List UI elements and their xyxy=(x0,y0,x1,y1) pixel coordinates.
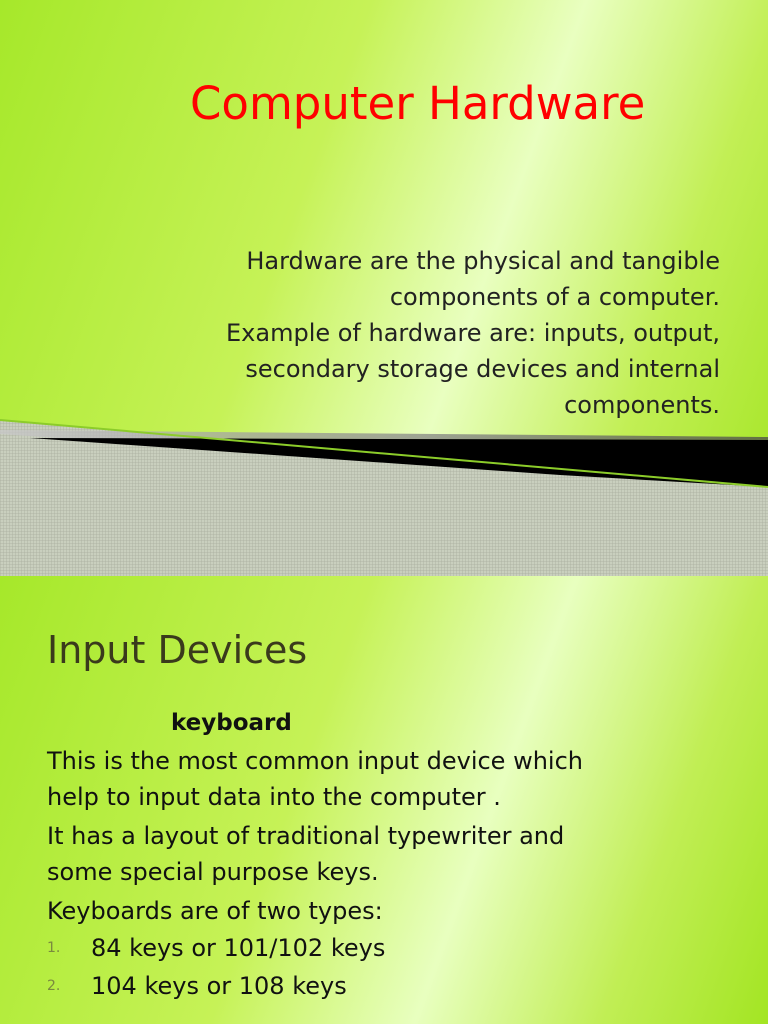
body-line: secondary storage devices and internal xyxy=(245,355,720,383)
body-paragraph xyxy=(47,818,747,890)
body-line: components of a computer. xyxy=(389,283,720,311)
list-item-text: 84 keys or 101/102 keys xyxy=(91,934,386,962)
body-line: Keyboards are of two types: xyxy=(47,897,383,925)
list-item xyxy=(47,929,747,967)
keyboard-types-list xyxy=(47,929,747,1005)
slide-title: Computer Hardware xyxy=(190,77,646,130)
body-paragraph xyxy=(47,743,747,815)
list-number: 1. xyxy=(47,940,61,956)
body-paragraph xyxy=(120,315,720,423)
body-paragraph xyxy=(120,243,720,315)
slide-body xyxy=(120,243,720,423)
slide-body xyxy=(47,743,747,1005)
list-item-text: 104 keys or 108 keys xyxy=(91,972,347,1000)
list-number: 2. xyxy=(47,978,61,994)
body-line: components. xyxy=(564,391,720,419)
slide-input-devices xyxy=(0,576,768,1024)
list-item xyxy=(47,967,747,1005)
body-line: help to input data into the computer . xyxy=(47,783,501,811)
body-line: Hardware are the physical and tangible xyxy=(246,247,720,275)
body-line: some special purpose keys. xyxy=(47,858,379,886)
body-line: Example of hardware are: inputs, output, xyxy=(226,319,720,347)
body-line: This is the most common input device which xyxy=(47,747,583,775)
slide-title: Input Devices xyxy=(47,628,308,672)
body-line: It has a layout of traditional typewriter and xyxy=(47,822,565,850)
body-paragraph xyxy=(47,893,747,929)
subheading-keyboard: keyboard xyxy=(171,710,292,736)
